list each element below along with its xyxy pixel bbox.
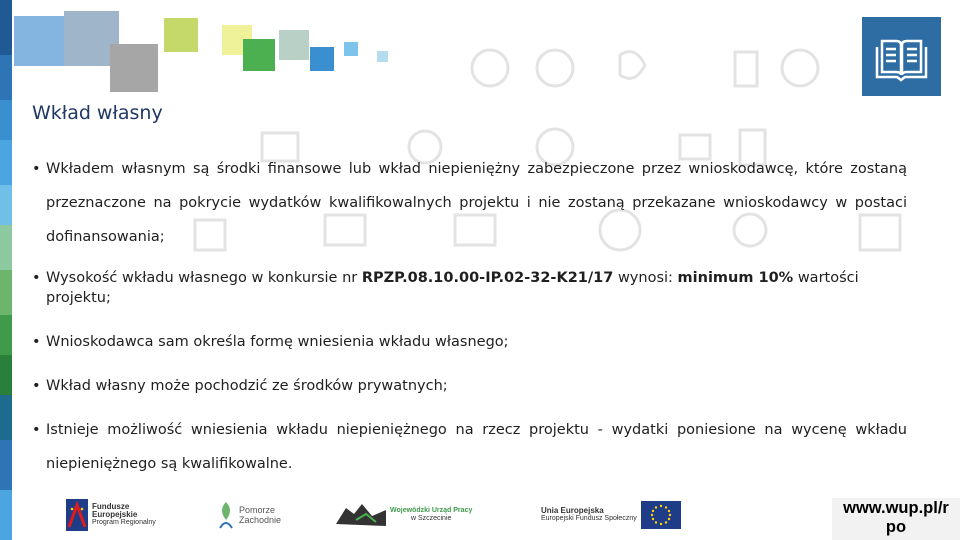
- logo-text: Europejskie: [92, 510, 138, 519]
- list-item-text: niepieniężnego są kwalifikowalne.: [46, 456, 293, 472]
- content-list: [32, 152, 907, 481]
- logo-text: Wojewódzki Urząd Pracy: [390, 507, 473, 514]
- logo-text: w Szczecinie: [410, 515, 452, 522]
- logo-text: Program Regionalny: [92, 519, 156, 526]
- eu-flag-icon: [641, 501, 681, 529]
- list-item: [32, 268, 907, 308]
- logo-text: Unia Europejska: [541, 506, 604, 515]
- list-item-text: • Istnieje możliwość wniesienia wkładu niepieniężnego na rzecz projektu - wydatki poniesione na wycenę wkładu: [46, 422, 907, 438]
- website-url[interactable]: [832, 498, 960, 540]
- list-item: • Wkładem własnym są środki finansowe lub wkład niepieniężny zabezpieczone przez wnioskodawcę, które zostaną przeznaczone na pokrycie wydatków kwalifikowalnych projektu i nie zostaną przekazane wnioskodawcy w postaci dofinansowania;: [32, 152, 907, 254]
- book-icon: [862, 17, 941, 96]
- list-item: • Wkład własny może pochodzić ze środków prywatnych;: [32, 376, 907, 396]
- wup-szczecin-logo: [336, 498, 472, 532]
- page-title: Wkład własny: [32, 102, 163, 124]
- logo-text: Zachodnie: [239, 515, 282, 525]
- logo-text: Fundusze: [92, 502, 130, 511]
- pomorze-logo-icon: [216, 500, 236, 530]
- list-item-text: wartości projektu;: [46, 270, 859, 306]
- left-color-strip: [0, 0, 12, 540]
- logo-text: Europejski Fundusz Społeczny: [541, 515, 637, 522]
- list-item-text: Wysokość wkładu własnego w konkursie nr: [46, 270, 362, 286]
- unia-europejska-logo: [541, 498, 681, 532]
- logo-text: Pomorze: [239, 505, 276, 515]
- list-item: [32, 413, 907, 481]
- wup-logo-icon: [336, 502, 386, 528]
- minimum-value: minimum 10%: [677, 270, 794, 286]
- competition-number: RPZP.08.10.00-IP.02-32-K21/17: [361, 270, 614, 286]
- fundusze-europejskie-logo: [66, 498, 156, 532]
- pomorze-zachodnie-logo: [216, 498, 281, 532]
- list-item: • Wnioskodawca sam określa formę wniesienia wkładu własnego;: [32, 332, 907, 352]
- list-item-text: wynosi:: [613, 270, 678, 286]
- fe-logo-icon: [66, 499, 88, 531]
- url-text: www.wup.pl/r po: [843, 499, 949, 536]
